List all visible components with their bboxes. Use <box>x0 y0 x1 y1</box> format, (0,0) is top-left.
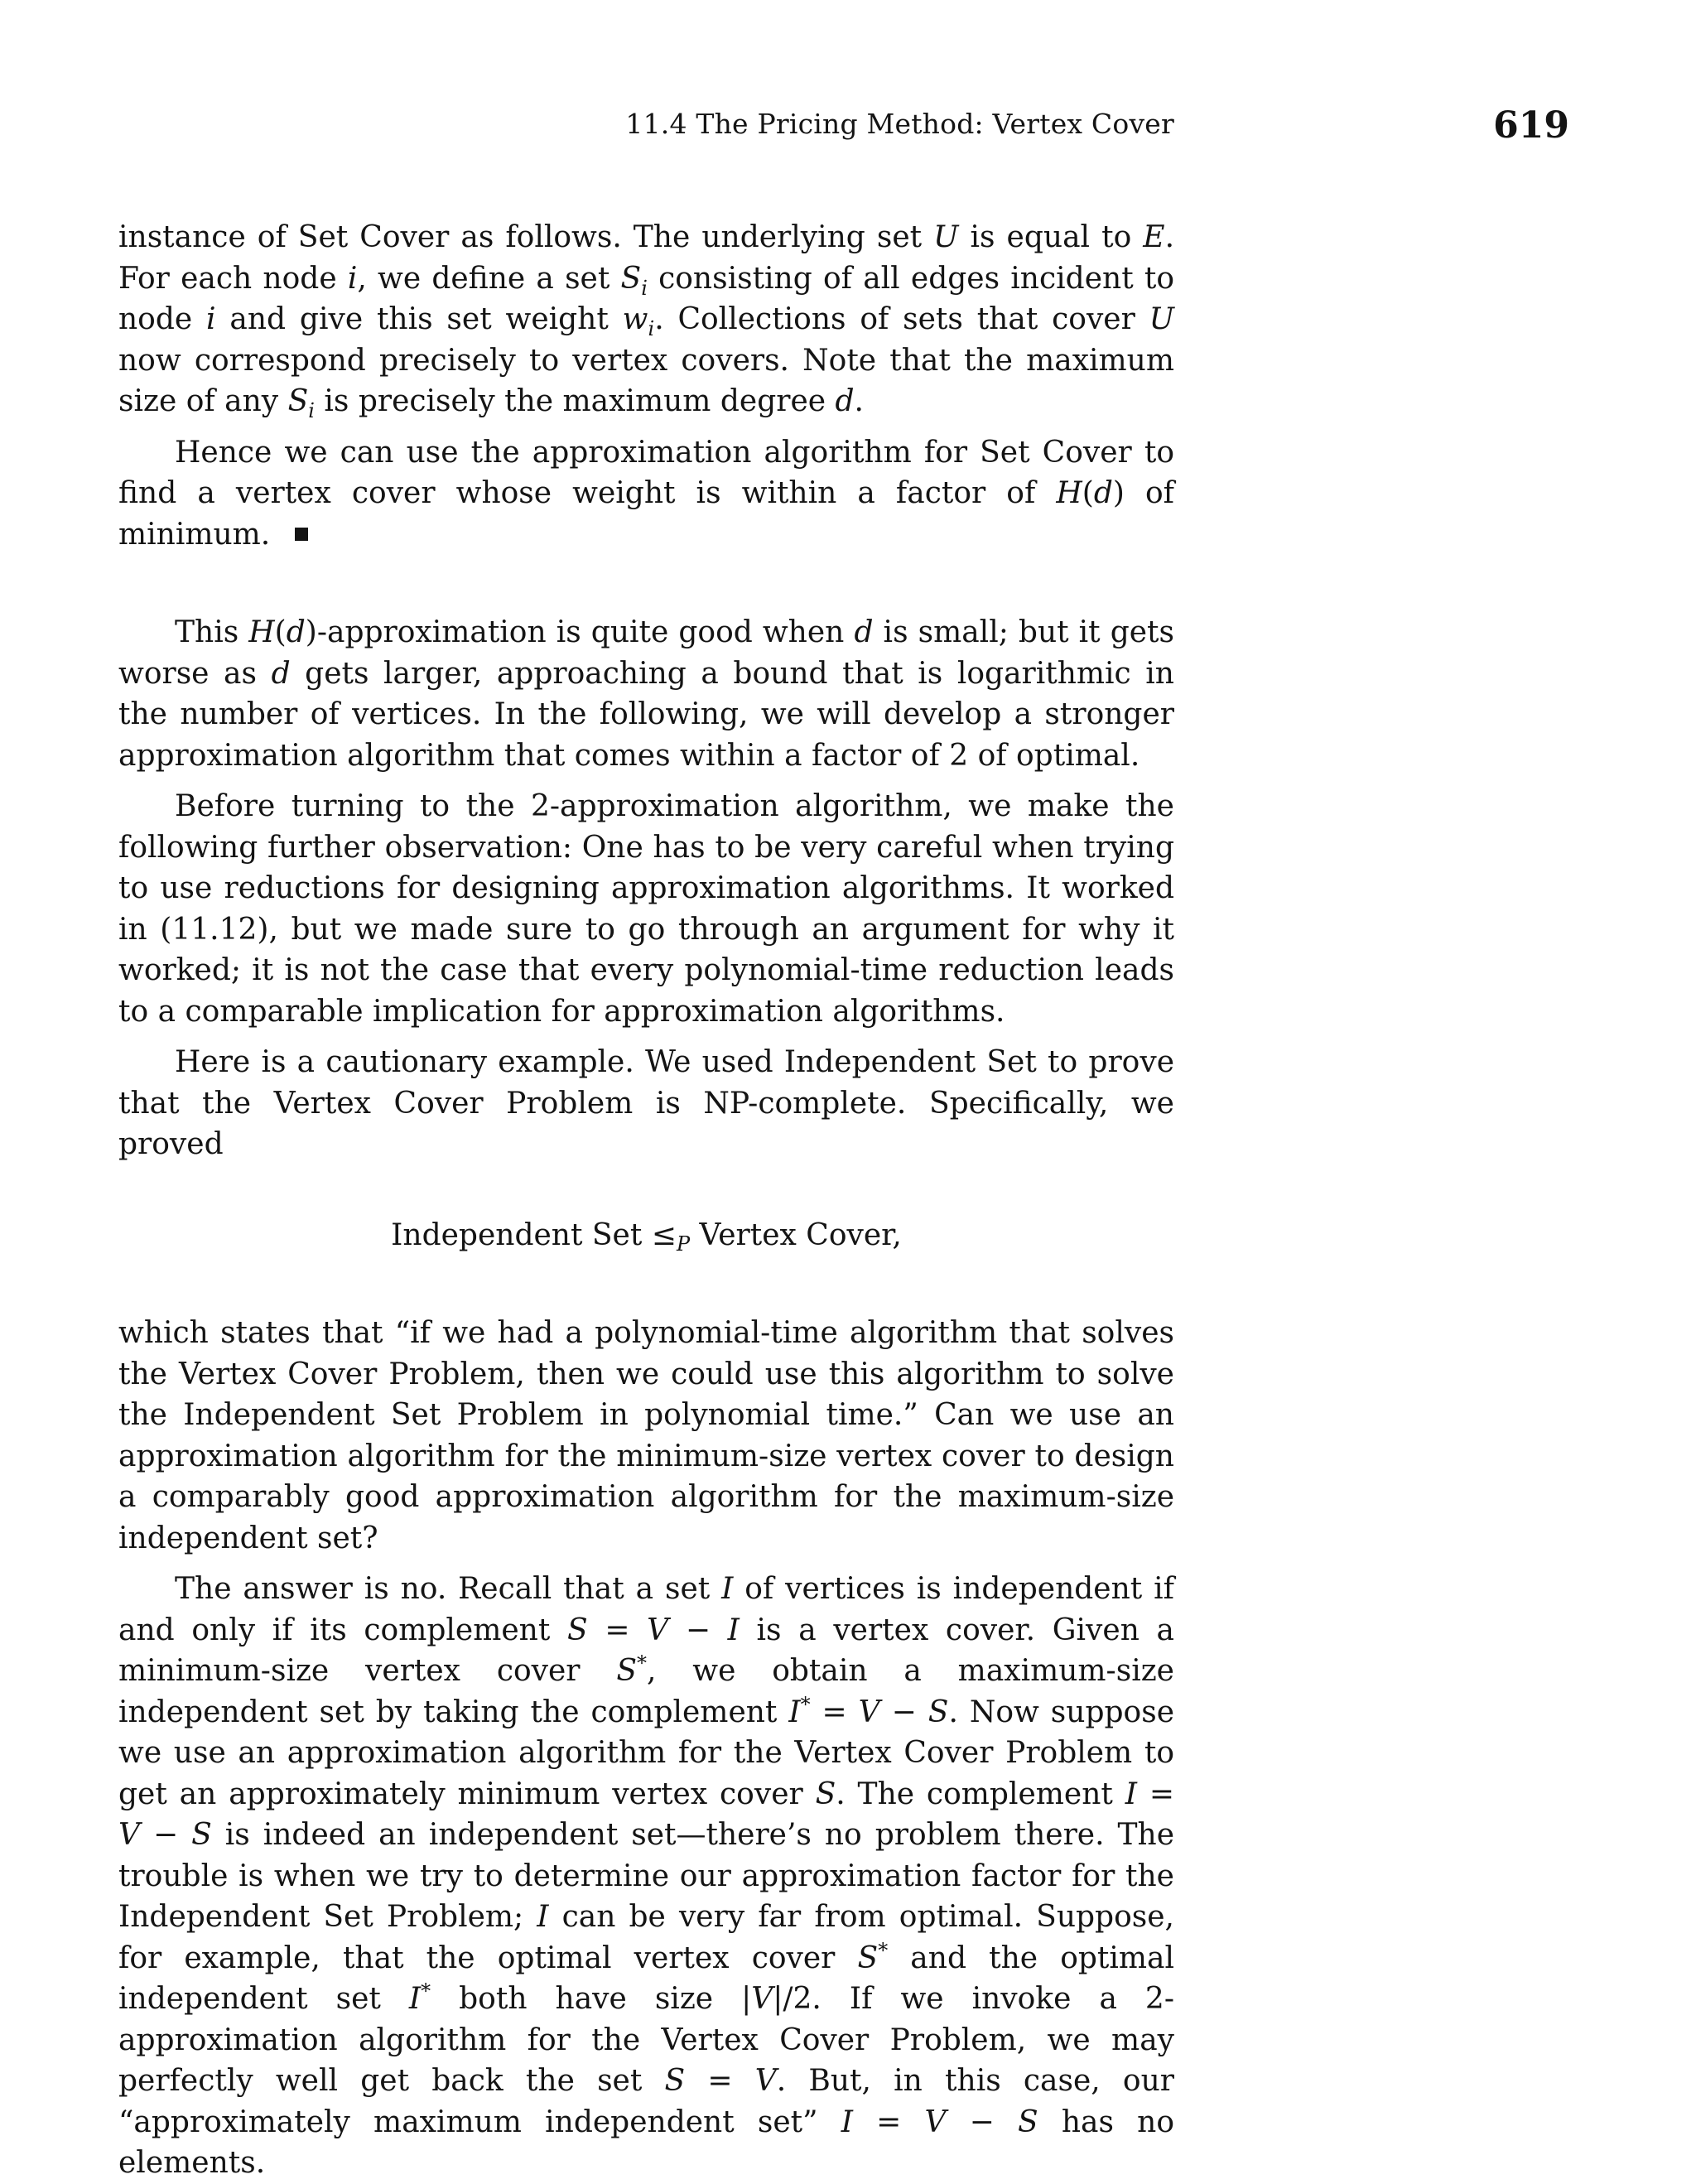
paragraph-3: This H(d)-approximation is quite good when d is small; but it gets worse as d gets larger, approaching a bound that is logarithmic in the number of vertices. In the following, we will develop a stronger approximation algorithm that comes within a factor of 2 of optimal. <box>118 615 1174 773</box>
paragraph-5: Here is a cautionary example. We used Independent Set to prove that the Vertex Cover Problem is NP-complete. Specifically, we proved <box>118 1045 1174 1161</box>
paragraph-1: instance of Set Cover as follows. The underlying set U is equal to E. For each node i, we define a set $S_i$ consisting of all edges incident to node i and give this set weight $w_i$. Collections of sets that cover U now correspond precisely to vertex covers. Note that the maximum size of any $S_i$ is precisely the maximum degree d. <box>118 220 1175 423</box>
paragraph-4: Before turning to the 2-approximation algorithm, we make the following further observation: One has to be very careful when trying to use reductions for designing approximation algorithms. It worked in (11.12), but we made sure to go through an argument for why it worked; it is not the case that every polynomial-time reduction leads to a comparable implication for approximation algorithms. <box>118 789 1174 1029</box>
paragraph-6: which states that “if we had a polynomial-time algorithm that solves the Vertex Cover Problem, then we could use this algorithm to solve the Independent Set Problem in polynomial time.” Can we use an approximation algorithm for the minimum-size vertex cover to design a comparably good approximation algorithm for the maximum-size independent set? <box>118 1316 1174 1555</box>
running-head: 11.4 The Pricing Method: Vertex Cover <box>625 108 1174 140</box>
display-equation: Independent Set $\le_P$ Vertex Cover, <box>391 1217 902 1256</box>
paragraph-2: Hence we can use the approximation algorithm for Set Cover to find a vertex cover whose weight is within a factor of H(d) of minimum. <box>118 435 1174 552</box>
qed-square-icon <box>295 528 308 541</box>
body-text <box>118 217 1174 2184</box>
page-number: 619 <box>1493 104 1569 147</box>
paragraph-7: The answer is no. Recall that a set I of vertices is independent if and only if its complement S = V − I is a vertex cover. Given a minimum-size vertex cover S*, we obtain a maximum-size independent set by taking the complement I* = V − S. Now suppose we use an approximation algorithm for the Vertex Cover Problem to get an approximately minimum vertex cover S. The complement I = V − S is indeed an independent set—there’s no problem there. The trouble is when we try to determine our approximation factor for the Independent Set Problem; I can be very far from optimal. Suppose, for example, that the optimal vertex cover S* and the optimal independent set I* both have size |V|/2. If we invoke a 2-approximation algorithm for the Vertex Cover Problem, we may perfectly well get back the set S = V. But, in this case, our “approximately maximum independent set” I = V − S has no elements. <box>118 1572 1175 2180</box>
